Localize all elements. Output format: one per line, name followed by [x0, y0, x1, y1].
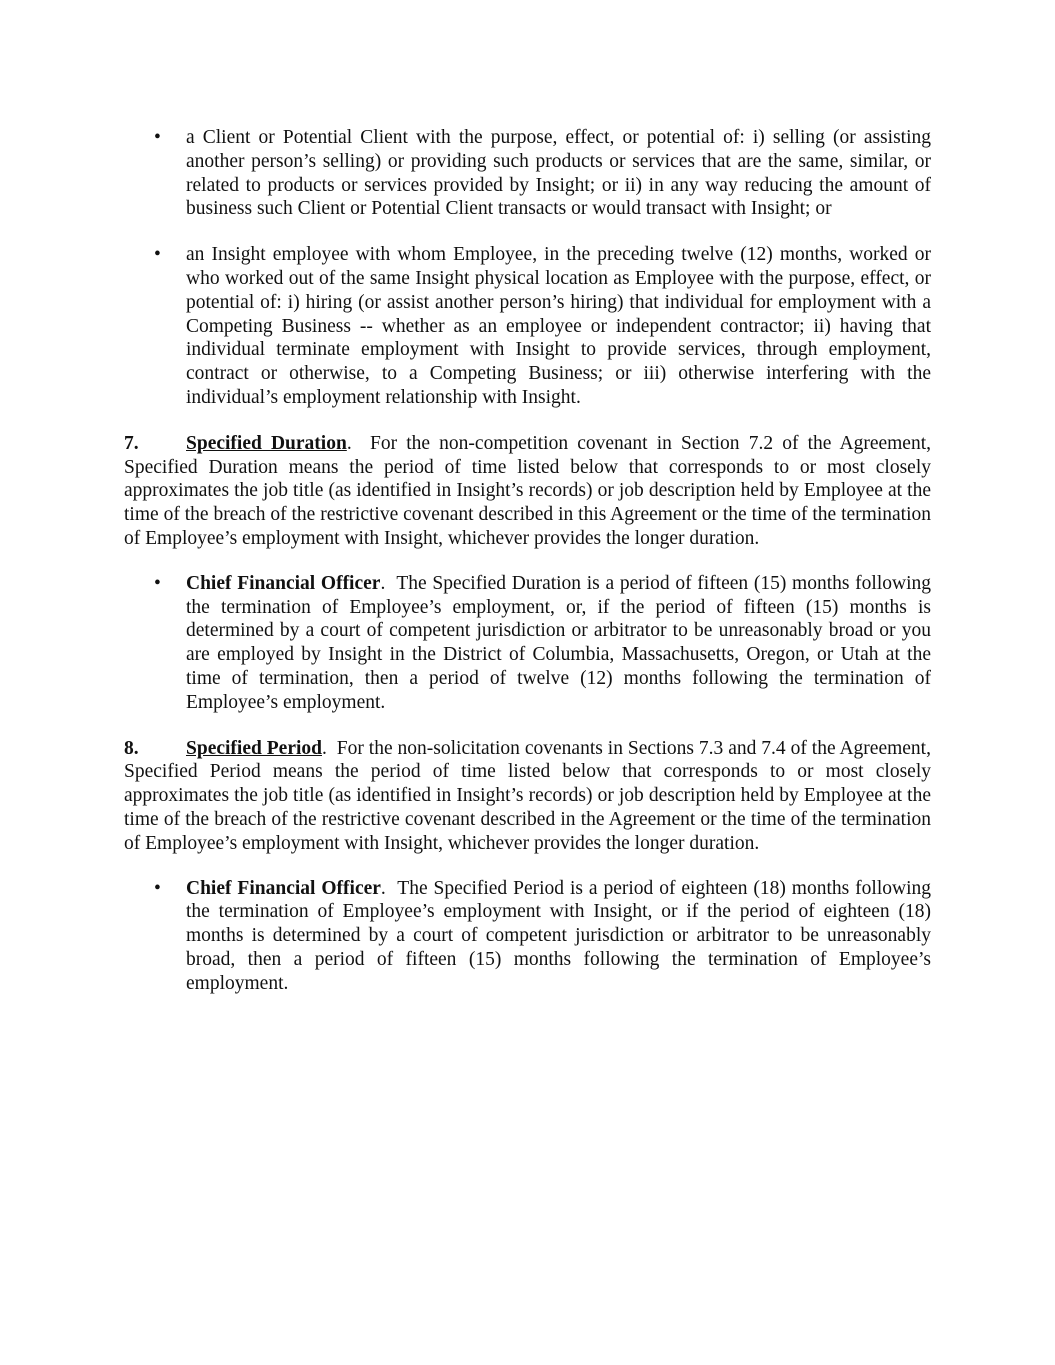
section-8-number: 8.	[124, 737, 139, 759]
section-7-bullet-text: The Specified Duration is a period of fifteen (15) months following the termination of Employee’s employment, or, if the period of fifteen (15) months is determined by a court of competent jurisdiction or arbitrator to be unreasonably broad or you are employed by Insight in the District of Columbia, Massachusetts, Oregon, or Utah at the time of termination, then a period of twelve (12) months following the termination of Employee’s employment.	[186, 572, 932, 713]
bullet-text: an Insight employee with whom Employee, in the preceding twelve (12) months, worked or who worked out of the same Insight physical location as Employee with the purpose, effect, or potential of: i) hiring (or assist another person’s hiring) that individual for employment with a Competing Business -- whether as an employee or independent contractor; ii) having that individual terminate employment with Insight to provide services, through employment, contract or otherwise, to a Competing Business; or iii) otherwise interfering with the individual’s employment relationship with Insight.	[186, 244, 931, 408]
section-8-bullet	[124, 877, 931, 996]
bullet-icon: •	[154, 877, 161, 899]
section-7-body: For the non-competition covenant in Section 7.2 of the Agreement, Specified Duration means the period of time listed below that corresponds to or most closely approximates the job title (as identified in Insight’s records) or job description held by Employee at the time of the breach of the restrictive covenant described in this Agreement or the time of the termination of Employee’s employment with Insight, whichever provides the longer duration.	[124, 432, 931, 549]
section-8-bullet-text: The Specified Period is a period of eighteen (18) months following the termination of Employee’s employment with Insight, or if the period of eighteen (18) months is determined by a court of competent jurisdiction or arbitrator to be unreasonably broad, then a period of fifteen (15) months following the termination of Employee’s employment.	[186, 877, 931, 994]
section-8-body: For the non-solicitation covenants in Sections 7.3 and 7.4 of the Agreement, Specified Period means the period of time listed below that corresponds to or most closely approximates the job title (as identified in Insight’s records) or job description held by Employee at the time of the breach of the restrictive covenant described in the Agreement or the time of the termination of Employee’s employment with Insight, whichever provides the longer duration.	[124, 737, 931, 854]
section-8-heading: Specified Period	[186, 737, 322, 759]
bullet-icon: •	[154, 244, 161, 266]
bullet-client-solicitation	[124, 126, 931, 221]
section-8-bullet-title: Chief Financial Officer	[186, 877, 381, 899]
section-8-paragraph	[124, 737, 931, 856]
bullet-employee-solicitation	[124, 243, 931, 410]
section-7-paragraph	[124, 432, 931, 551]
section-7-heading-punct: .	[346, 432, 352, 454]
section-7-bullet-punct: .	[380, 572, 386, 594]
bullet-text: a Client or Potential Client with the purpose, effect, or potential of: i) selling (or assisting another person’s selling) or providing such products or services that are the same, similar, or related to products or services provided by Insight; or ii) in any way reducing the amount of business such Client or Potential Client transacts or would transact with Insight; or	[186, 127, 931, 220]
section-8-bullet-punct: .	[380, 877, 386, 899]
section-8-heading-punct: .	[322, 737, 327, 759]
section-7-heading: Specified Duration	[186, 432, 347, 454]
document-page	[124, 126, 931, 996]
bullet-icon: •	[154, 572, 161, 594]
bullet-icon: •	[154, 127, 161, 148]
section-7-bullet-title: Chief Financial Officer	[186, 572, 381, 594]
section-7-number: 7.	[124, 432, 139, 454]
section-7-bullet	[124, 572, 931, 715]
